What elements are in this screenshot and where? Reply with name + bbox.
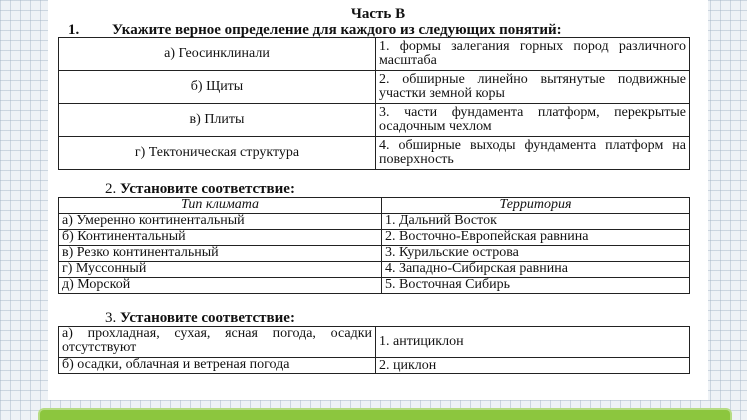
definition-cell: 2. обширные линейно вытянутые подвижные участки земной коры — [376, 71, 690, 104]
table-row — [59, 230, 690, 246]
question-1-title: Укажите верное определение для каждого из следующих понятий: — [112, 22, 562, 38]
territory-cell: 4. Западно-Сибирская равнина — [382, 262, 690, 278]
table-row — [59, 71, 690, 104]
territory-cell: 2. Восточно-Европейская равнина — [382, 230, 690, 246]
pressure-system-cell: 2. циклон — [376, 358, 690, 374]
question-2-title: Установите соответствие: — [120, 181, 295, 197]
territory-cell: 1. Дальний Восток — [382, 214, 690, 230]
climate-cell: в) Резко континентальный — [59, 246, 382, 262]
part-title: Часть В — [350, 6, 406, 22]
definitions-table — [58, 37, 690, 170]
worksheet — [48, 0, 708, 400]
table-row — [59, 278, 690, 294]
climate-cell: б) Континентальный — [59, 230, 382, 246]
climate-cell: д) Морской — [59, 278, 382, 294]
question-2-number: 2. — [105, 181, 117, 197]
column-header-climate: Тип климата — [59, 198, 382, 214]
table-row — [59, 137, 690, 170]
question-2-heading — [105, 181, 295, 197]
territory-cell: 5. Восточная Сибирь — [382, 278, 690, 294]
table-row — [59, 262, 690, 278]
table-row — [59, 358, 690, 374]
question-3-heading — [105, 310, 295, 326]
climate-cell: г) Муссонный — [59, 262, 382, 278]
definition-cell: 3. части фундамента платформ, перекрытые осадочным чехлом — [376, 104, 690, 137]
term-cell: а) Геосинклинали — [59, 38, 376, 71]
table-row — [59, 104, 690, 137]
question-1-heading — [68, 22, 562, 38]
pressure-system-cell: 1. антициклон — [376, 327, 690, 358]
table-row — [59, 214, 690, 230]
column-header-territory: Территория — [382, 198, 690, 214]
definition-cell: 1. формы залегания горных пород различного масштаба — [376, 38, 690, 71]
table-row — [59, 327, 690, 358]
bottom-green-bar — [40, 410, 730, 420]
table-header-row — [59, 198, 690, 214]
climate-table — [58, 197, 690, 294]
table-row — [59, 38, 690, 71]
term-cell: б) Щиты — [59, 71, 376, 104]
question-3-number: 3. — [105, 310, 117, 326]
question-1-number: 1. — [68, 22, 80, 38]
weather-table — [58, 326, 690, 374]
definition-cell: 4. обширные выходы фундамента платформ на поверхность — [376, 137, 690, 170]
territory-cell: 3. Курильские острова — [382, 246, 690, 262]
term-cell: г) Тектоническая структура — [59, 137, 376, 170]
weather-description-cell: б) осадки, облачная и ветреная погода — [59, 358, 376, 374]
climate-cell: а) Умеренно континентальный — [59, 214, 382, 230]
term-cell: в) Плиты — [59, 104, 376, 137]
table-row — [59, 246, 690, 262]
question-3-title: Установите соответствие: — [120, 310, 295, 326]
weather-description-cell: а) прохладная, сухая, ясная погода, осадки отсутствуют — [59, 327, 376, 358]
